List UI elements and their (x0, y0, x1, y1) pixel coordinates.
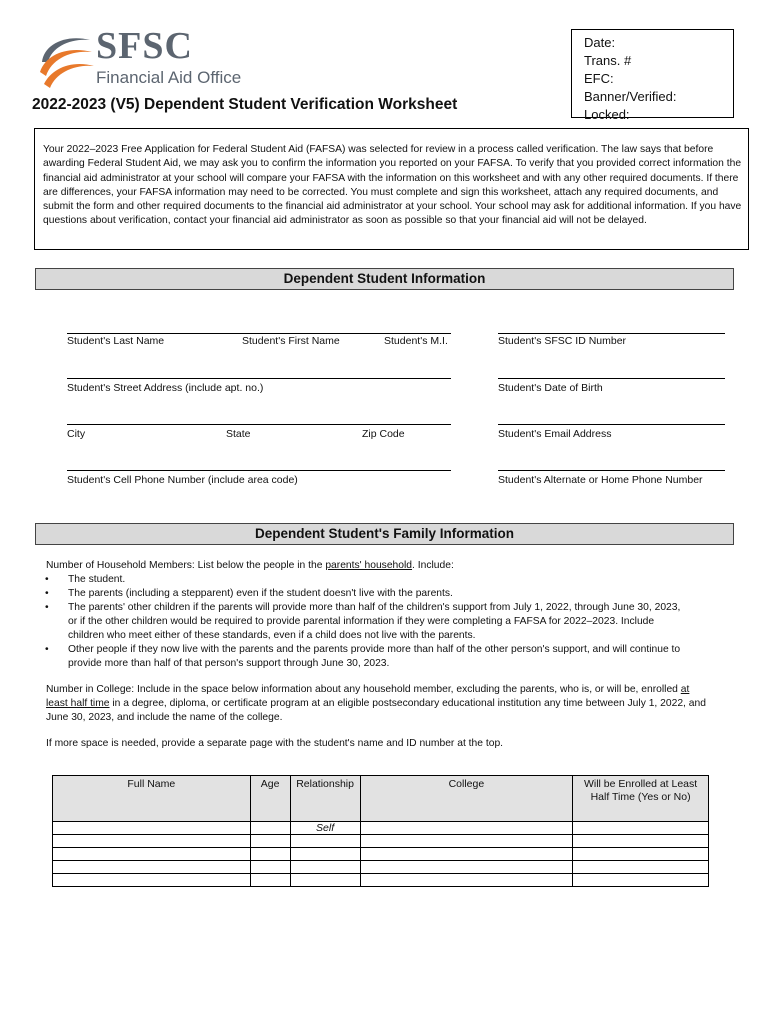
dob-label: Student's Date of Birth (498, 382, 603, 394)
last-name-label: Student's Last Name (67, 335, 165, 347)
col-full-name: Full Name (53, 776, 251, 822)
cell-line[interactable] (67, 470, 451, 471)
col-relationship: Relationship (290, 776, 360, 822)
first-name-label: Student's First Name (242, 335, 340, 347)
household-table (52, 775, 709, 887)
mi-label: Student's M.I. (384, 335, 448, 347)
cell[interactable] (573, 874, 709, 887)
parents-household-term: parents' household (325, 560, 413, 571)
table-row[interactable] (53, 874, 709, 887)
cell[interactable] (360, 848, 573, 861)
bullet-other-people: • Other people if they now live with the parents and the parents provide more than half of the other person's support, and will continue to provide more than half of that person's support through June 30, 2023. (0, 643, 688, 671)
cell-age[interactable] (250, 822, 290, 835)
table-row[interactable] (53, 822, 709, 835)
name-line[interactable] (67, 333, 451, 334)
household-intro-text: Number of Household Members: List below the people in the (46, 560, 326, 571)
email-label: Student's Email Address (498, 428, 612, 440)
cell-college[interactable] (360, 822, 573, 835)
section-student-info-header: Dependent Student Information (35, 268, 734, 290)
cell[interactable] (360, 861, 573, 874)
college-text-end: in a degree, diploma, or certificate program at an eligible postsecondary educational institution any time between July 1, 2022, and June 30, 2023, and include the name of the college. (46, 698, 706, 723)
logo-subtitle: Financial Aid Office (96, 68, 242, 87)
cell[interactable] (250, 874, 290, 887)
office-field-efc: EFC: (584, 71, 614, 86)
city-label: City (67, 428, 86, 440)
cell[interactable] (573, 835, 709, 848)
household-instructions (46, 559, 736, 671)
cell[interactable] (250, 848, 290, 861)
sfsc-logo (38, 25, 253, 92)
section-family-info-header: Dependent Student's Family Information (35, 523, 734, 545)
cell[interactable] (53, 848, 251, 861)
more-space-note: If more space is needed, provide a separate page with the student's name and ID number at the top. (46, 738, 504, 749)
zip-label: Zip Code (362, 428, 405, 440)
cell[interactable] (53, 861, 251, 874)
sfsc-id-label: Student's SFSC ID Number (498, 335, 627, 347)
household-bullets (0, 573, 730, 671)
table-row[interactable] (53, 861, 709, 874)
bullet-other-children: • The parents' other children if the parents will provide more than half of the children's support from July 1, 2022, through June 30, 2023, or if the other children would be required to provide parental information if they were completing a FAFSA for 2022–2023. Include children who meet either of these standards, even if a child does not live with the parents. (0, 601, 688, 643)
cell[interactable] (290, 861, 360, 874)
cell[interactable] (53, 835, 251, 848)
office-field-date: Date: (584, 35, 616, 50)
street-line[interactable] (67, 378, 451, 379)
household-intro-end: . Include: (412, 560, 454, 571)
intro-paragraph: Your 2022–2023 Free Application for Federal Student Aid (FAFSA) was selected for review in a process called verification. The law says that before awarding Federal Student Aid, we may ask you to confirm the information you reported on your FAFSA. To verify that you provided correct information the financial aid administrator at your school will compare your FAFSA with the information on this worksheet and with any other required documents. If there are differences, your FAFSA information may need to be corrected. You must complete and sign this worksheet, attach any required documents, and submit the form and other required documents to the financial aid administrator at your school. Your school may ask for additional information. If you have questions about verification, contact your financial aid administrator as soon as possible so that your financial aid will not be delayed. (34, 128, 749, 250)
college-instructions (46, 683, 711, 725)
col-age: Age (250, 776, 290, 822)
bullet-parents: • The parents (including a stepparent) even if the student doesn't live with the parents. (0, 587, 688, 601)
cell-relationship-self: Self (290, 822, 360, 835)
cell[interactable] (250, 861, 290, 874)
cell[interactable] (250, 835, 290, 848)
col-college: College (360, 776, 573, 822)
alt-phone-line[interactable] (498, 470, 725, 471)
half-time-term: at least half time (46, 684, 690, 709)
cell[interactable] (360, 874, 573, 887)
cell-name[interactable] (53, 822, 251, 835)
table-row[interactable] (53, 835, 709, 848)
swoosh-logo-icon (38, 32, 96, 90)
office-field-locked: Locked: (584, 107, 630, 122)
cell-label: Student's Cell Phone Number (include area code) (67, 474, 298, 486)
state-label: State (226, 428, 251, 440)
bullet-student: • The student. (0, 573, 688, 587)
college-text: Number in College: Include in the space below information about any household member, excluding the parents, who is, or will be, enrolled (46, 684, 681, 695)
office-field-trans: Trans. # (584, 53, 632, 68)
office-use-box (571, 29, 734, 122)
city-state-zip-line[interactable] (67, 424, 451, 425)
cell[interactable] (290, 835, 360, 848)
cell-enrolled[interactable] (573, 822, 709, 835)
street-label: Student's Street Address (include apt. no.) (67, 382, 264, 394)
table-row[interactable] (53, 848, 709, 861)
table-header-row (53, 776, 709, 822)
cell[interactable] (53, 874, 251, 887)
cell[interactable] (573, 861, 709, 874)
cell[interactable] (290, 848, 360, 861)
cell[interactable] (290, 874, 360, 887)
household-intro (46, 559, 736, 573)
col-enrolled: Will be Enrolled at Least Half Time (Yes or No) (573, 776, 709, 822)
sfsc-id-line[interactable] (498, 333, 725, 334)
cell[interactable] (360, 835, 573, 848)
dob-line[interactable] (498, 378, 725, 379)
logo-wordmark: SFSC (96, 25, 193, 67)
alt-phone-label: Student's Alternate or Home Phone Number (498, 474, 703, 486)
page-title: 2022-2023 (V5) Dependent Student Verification Worksheet (32, 96, 458, 113)
office-field-banner: Banner/Verified: (584, 89, 677, 104)
cell[interactable] (573, 848, 709, 861)
email-line[interactable] (498, 424, 725, 425)
